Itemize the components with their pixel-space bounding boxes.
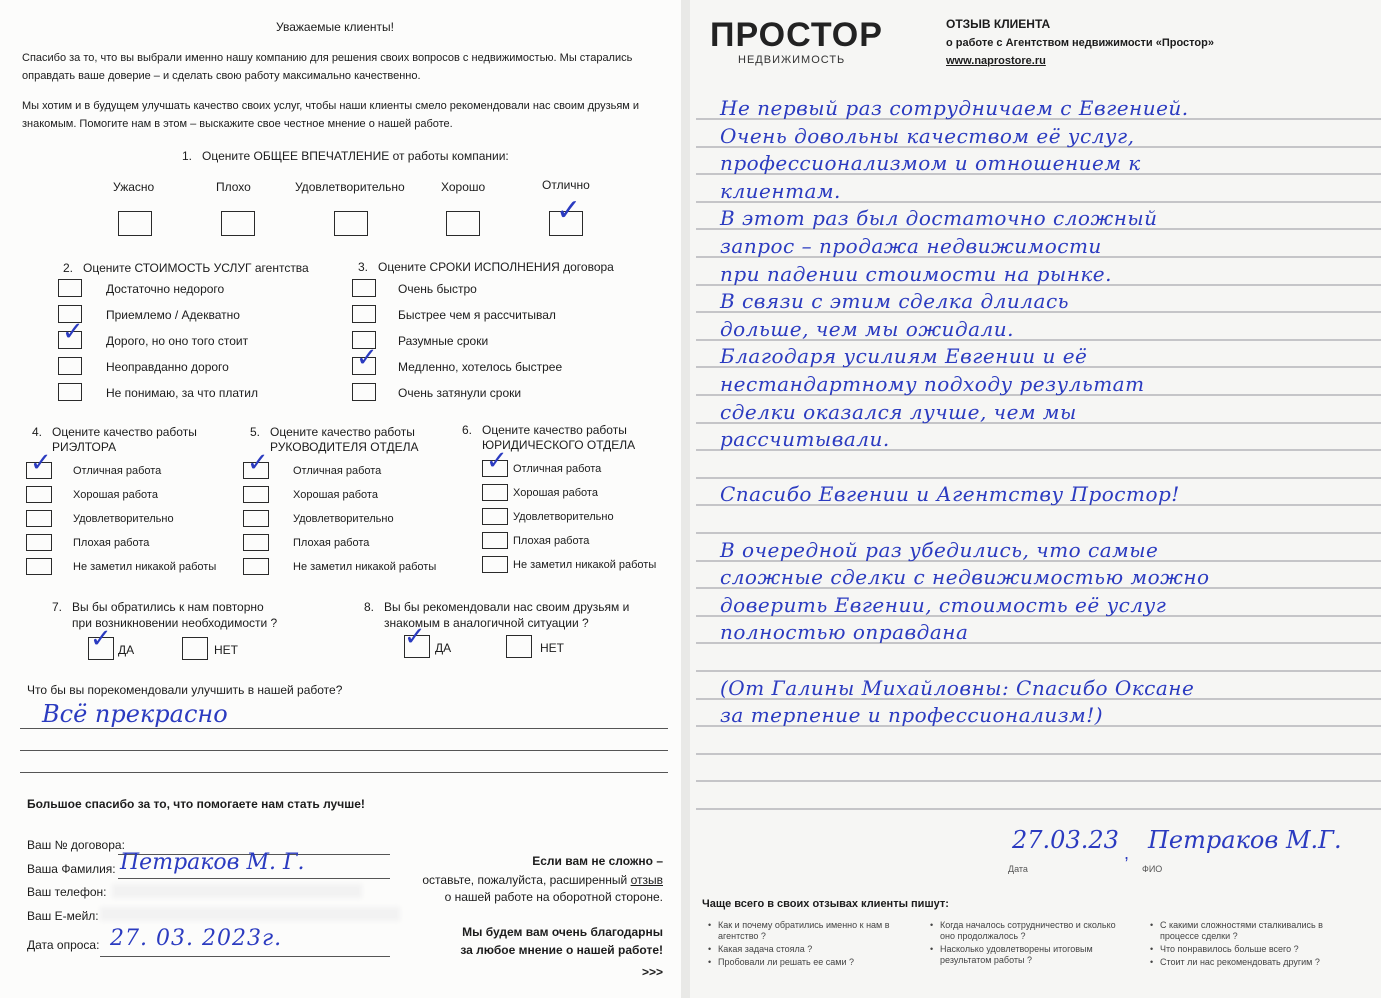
q1-option-checkbox[interactable] (334, 211, 368, 236)
prostor-logo: ПРОСТОР (710, 16, 883, 54)
improve-answer-handwritten: Всё прекрасно (42, 700, 228, 728)
hint-item (708, 957, 908, 968)
closing-line-1: Мы будем вам очень благодарны (462, 925, 663, 939)
question-1: 1. Оцените ОБЩЕЕ ВПЕЧАТЛЕНИЕ от работы компании: (182, 149, 509, 163)
q6-option-checkbox[interactable] (482, 508, 508, 525)
email-label: Ваш Е-мейл: (27, 909, 99, 923)
notice-line-2: оставьте, пожалуйста, расширенный отзыв (422, 873, 663, 887)
q4-option-label: Хорошая работа (73, 489, 158, 501)
q3-option-checkbox[interactable] (352, 279, 376, 297)
q8-no-label: НЕТ (540, 641, 564, 655)
hint-item (930, 920, 1130, 942)
q4-option-label: Не заметил никакой работы (73, 561, 217, 573)
q1-option-label: Хорошо (441, 180, 486, 194)
q4-option-label: Отличная работа (73, 465, 162, 477)
signature-date-handwritten: 27.03.23 (1012, 826, 1119, 854)
q4-option-checkbox[interactable] (26, 510, 52, 527)
bullet-icon: • (708, 920, 712, 930)
q1-option-label: Плохо (216, 180, 251, 194)
q6-option-checkbox[interactable] (482, 484, 508, 501)
q6-option-label: Отличная работа (513, 463, 602, 475)
hint-item (708, 944, 908, 955)
review-handwritten-line: Не первый раз сотрудничаем с Евгенией. (720, 96, 1189, 120)
q4-option-label: Плохая работа (73, 537, 150, 549)
q8-yes-checkmark: ✓ (404, 622, 426, 652)
thanks-heading: Большое спасибо за то, что помогаете нам стать лучше! (27, 797, 365, 811)
review-handwritten-line: В очередной раз убедились, что самые (720, 538, 1159, 562)
q6-option-checkbox[interactable] (482, 556, 508, 573)
ruled-line (696, 808, 1381, 810)
q7-no-checkbox[interactable] (182, 637, 208, 660)
review-handwritten-line: при падении стоимости на рынке. (720, 262, 1113, 286)
ruled-line (696, 477, 1381, 479)
q1-option-checkbox[interactable] (221, 211, 255, 236)
q1-option-label: Отлично (542, 178, 590, 192)
closing-line-2: за любое мнение о нашей работе! (460, 943, 663, 957)
q2-option-checkbox[interactable] (58, 383, 82, 401)
q2-option-label: Неоправданно дорого (106, 360, 229, 374)
question-5: 5. Оцените качество работы РУКОВОДИТЕЛЯ ОТДЕЛА (250, 425, 419, 454)
review-handwritten-line: дольше, чем мы ожидали. (720, 317, 1015, 341)
question-2: 2. Оцените СТОИМОСТЬ УСЛУГ агентства (63, 261, 309, 275)
fio-caption: ФИО (1142, 864, 1163, 874)
q4-checkmark: ✓ (30, 448, 52, 478)
review-handwritten-line: рассчитывали. (720, 427, 890, 451)
review-handwritten-line: запрос – продажа недвижимости (720, 234, 1102, 258)
date-label: Дата опроса: (27, 938, 100, 952)
surname-line (118, 878, 390, 879)
survey-date-handwritten: 27. 03. 2023г. (110, 926, 283, 951)
q6-option-label: Плохая работа (513, 535, 590, 547)
review-handwritten-line: Благодаря усилиям Евгении и её (720, 344, 1088, 368)
q4-option-checkbox[interactable] (26, 558, 52, 575)
review-handwritten-line: за терпение и профессионализм!) (720, 703, 1104, 727)
ruled-line (696, 532, 1381, 534)
hint-text: Как и почему обратились именно к нам в агентство ? (718, 920, 890, 941)
answer-line (20, 772, 668, 773)
q2-option-checkbox[interactable] (58, 279, 82, 297)
bullet-icon: • (1150, 944, 1154, 954)
q6-option-checkbox[interactable] (482, 532, 508, 549)
signature-comma: , (1124, 843, 1130, 863)
q5-option-checkbox[interactable] (243, 510, 269, 527)
q3-option-label: Разумные сроки (398, 334, 489, 348)
q3-option-checkbox[interactable] (352, 305, 376, 323)
q1-option-label: Удовлетворительно (295, 180, 405, 194)
q5-option-label: Хорошая работа (293, 489, 378, 501)
answer-line (20, 750, 668, 751)
hint-text: Какая задача стояла ? (718, 944, 813, 954)
ruled-line (696, 780, 1381, 782)
contract-label: Ваш № договора: (27, 838, 125, 852)
bullet-icon: • (708, 944, 712, 954)
website-link[interactable]: www.naprostore.ru (946, 55, 1046, 67)
hints-title: Чаще всего в своих отзывах клиенты пишут: (702, 898, 949, 910)
q6-option-label: Хорошая работа (513, 487, 598, 499)
review-handwritten-line: В связи с этим сделка длилась (720, 289, 1070, 313)
q3-option-checkbox[interactable] (352, 383, 376, 401)
q5-option-label: Удовлетворительно (293, 513, 394, 525)
review-handwritten-line: сделки оказался лучше, чем мы (720, 400, 1077, 424)
review-handwritten-line: (От Галины Михайловны: Спасибо Оксане (720, 676, 1195, 700)
intro-paragraph-2: Мы хотим и в будущем улучшать качество своих услуг, чтобы наши клиенты смело рекомендовали нас своим друзьям и знакомым. Помогите нам в этом – выскажите свое честное мнение о нашей работе. (22, 100, 640, 130)
review-handwritten-line: нестандартному подходу результат (720, 372, 1145, 396)
q6-option-label: Удовлетворительно (513, 511, 614, 523)
question-7: 7. Вы бы обратились к нам повторно при возникновении необходимости ? (52, 600, 278, 630)
redacted-email (100, 907, 400, 921)
question-3: 3. Оцените СРОКИ ИСПОЛНЕНИЯ договора (358, 260, 614, 274)
review-link[interactable]: отзыв (630, 873, 663, 887)
q5-option-checkbox[interactable] (243, 486, 269, 503)
q1-option-checkbox[interactable] (446, 211, 480, 236)
bullet-icon: • (1150, 920, 1154, 930)
ruled-line (696, 753, 1381, 755)
q5-option-label: Плохая работа (293, 537, 370, 549)
q1-option-label: Ужасно (113, 180, 155, 194)
review-sheet (690, 0, 1381, 998)
question-8: 8. Вы бы рекомендовали нас своим друзьям и знакомым в аналогичной ситуации ? (364, 600, 630, 630)
q4-option-label: Удовлетворительно (73, 513, 174, 525)
ruled-line (696, 670, 1381, 672)
q4-option-checkbox[interactable] (26, 534, 52, 551)
q1-option-checkbox[interactable] (118, 211, 152, 236)
review-handwritten-line: клиентам. (720, 179, 841, 203)
q5-option-checkbox[interactable] (243, 558, 269, 575)
q1-checkmark: ✓ (556, 193, 582, 228)
intro-paragraph-1: Спасибо за то, что вы выбрали именно нашу компанию для решения своих вопросов с недвижимостью. Мы старались оправдать ваше доверие – и сделать свою работу максимально качественно. (22, 52, 633, 82)
review-handwritten-line: доверить Евгении, стоимость её услуг (720, 593, 1167, 617)
redacted-phone (112, 884, 362, 898)
hint-item (1150, 957, 1350, 968)
q3-option-label: Медленно, хотелось быстрее (398, 360, 563, 374)
q2-option-label: Дорого, но оно того стоит (106, 334, 249, 348)
next-page-arrows[interactable]: >>> (641, 965, 663, 979)
q5-option-checkbox[interactable] (243, 534, 269, 551)
bullet-icon: • (1150, 957, 1154, 967)
hint-text: С какими сложностями сталкивались в процессе сделки ? (1160, 920, 1323, 941)
q5-option-label: Не заметил никакой работы (293, 561, 437, 573)
review-subtitle: о работе с Агентством недвижимости «Простор» (946, 37, 1214, 49)
review-title: ОТЗЫВ КЛИЕНТА (946, 17, 1051, 31)
date-caption: Дата (1008, 864, 1028, 874)
surname-label: Ваша Фамилия: (27, 862, 116, 876)
question-4: 4. Оцените качество работы РИЭЛТОРА (32, 425, 197, 454)
phone-label: Ваш телефон: (27, 885, 107, 899)
q3-option-label: Очень быстро (398, 282, 477, 296)
bullet-icon: • (930, 920, 934, 930)
review-handwritten-line: полностью оправдана (720, 620, 969, 644)
q3-checkmark: ✓ (356, 343, 378, 373)
hint-text: Когда началось сотрудничество и сколько оно продолжалось ? (940, 920, 1116, 941)
q5-option-label: Отличная работа (293, 465, 382, 477)
q2-option-label: Не понимаю, за что платил (106, 386, 259, 400)
hint-item (1150, 920, 1350, 942)
q8-no-checkbox[interactable] (506, 635, 532, 658)
review-handwritten-line: Спасибо Евгении и Агентству Простор! (720, 482, 1180, 506)
hint-text: Что понравилось больше всего ? (1160, 944, 1299, 954)
hint-item (708, 920, 908, 942)
q2-option-label: Приемлемо / Адекватно (106, 308, 240, 322)
hint-item (930, 944, 1130, 966)
hint-text: Пробовали ли решать ее сами ? (718, 957, 854, 967)
answer-line (20, 728, 668, 729)
date-line (100, 956, 390, 957)
notice-line-3: о нашей работе на оборотной стороне. (444, 890, 663, 904)
q7-yes-checkmark: ✓ (90, 624, 112, 654)
logo-subtitle: НЕДВИЖИМОСТЬ (738, 54, 846, 66)
review-handwritten-line: профессионализмом и отношением к (720, 151, 1141, 175)
q6-option-label: Не заметил никакой работы (513, 559, 657, 571)
q3-option-label: Быстрее чем я рассчитывал (398, 308, 556, 322)
q5-checkmark: ✓ (247, 448, 269, 478)
hint-text: Насколько удовлетворены итоговым результатом работы ? (940, 944, 1093, 965)
review-handwritten-line: Очень довольны качеством её услуг, (720, 124, 1135, 148)
q2-option-checkbox[interactable] (58, 357, 82, 375)
q6-checkmark: ✓ (486, 446, 508, 476)
review-handwritten-line: сложные сделки с недвижимостью можно (720, 565, 1210, 589)
q8-yes-label: ДА (435, 641, 452, 655)
q7-no-label: НЕТ (214, 643, 238, 657)
bullet-icon: • (930, 944, 934, 954)
q7-yes-label: ДА (118, 643, 135, 657)
improve-question: Что бы вы порекомендовали улучшить в нашей работе? (27, 683, 343, 697)
hint-item (1150, 944, 1350, 955)
question-6: 6. Оцените качество работы ЮРИДИЧЕСКОГО ОТДЕЛА (462, 423, 636, 452)
notice-heading: Если вам не сложно – (532, 854, 663, 868)
q2-option-label: Достаточно недорого (106, 282, 225, 296)
q3-option-label: Очень затянули сроки (398, 386, 522, 400)
bullet-icon: • (708, 957, 712, 967)
surname-handwritten: Петраков М. Г. (120, 850, 305, 875)
q4-option-checkbox[interactable] (26, 486, 52, 503)
signature-name-handwritten: Петраков М.Г. (1148, 826, 1342, 854)
review-handwritten-line: В этот раз был достаточно сложный (720, 206, 1158, 230)
hint-text: Стоит ли нас рекомендовать другим ? (1160, 957, 1320, 967)
survey-title: Уважаемые клиенты! (276, 20, 394, 34)
survey-sheet (0, 0, 681, 998)
q2-checkmark: ✓ (62, 317, 84, 347)
